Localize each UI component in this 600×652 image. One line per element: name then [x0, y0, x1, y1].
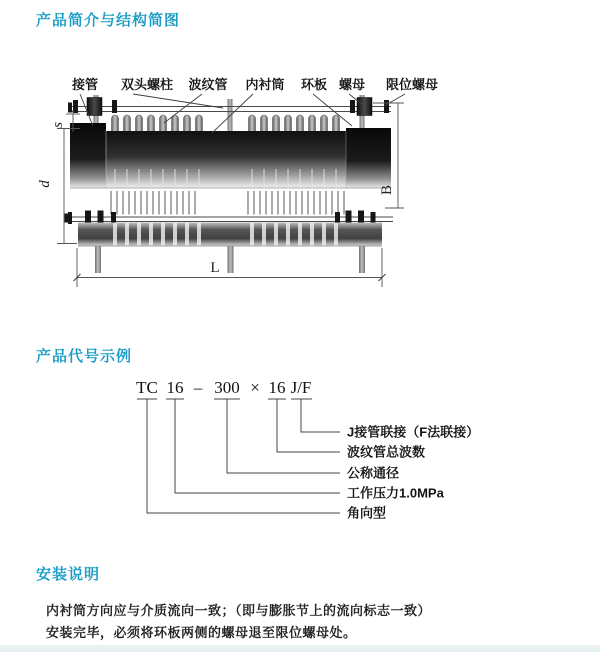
convolution-gap	[250, 223, 254, 246]
convolution-gap	[286, 223, 290, 246]
code-callout-lines	[137, 399, 340, 513]
convolution-gap	[125, 223, 129, 246]
install-section-title: 安装说明	[36, 566, 101, 583]
callout-joint-type: 角向型	[347, 505, 387, 521]
dim-label-l: L	[210, 260, 220, 276]
intro-section-title: 产品简介与结构简图	[36, 12, 181, 29]
code-segment-connection: J/F	[290, 378, 312, 397]
convolution-gap	[185, 223, 189, 246]
code-segment-times: ×	[250, 378, 260, 397]
convolution-gap	[113, 223, 117, 246]
code-segment-waves: 16	[268, 378, 286, 397]
convolution-gap	[262, 223, 266, 246]
product-code-diagram	[0, 368, 600, 553]
convolution-gap	[197, 223, 201, 246]
part-label-ring-plate: 环板	[300, 77, 328, 92]
code-segment-pressure: 16	[166, 378, 184, 397]
convolution-lines	[111, 191, 344, 215]
callout-working-pressure: 工作压力1.0MPa	[347, 485, 444, 501]
dim-label-s: s	[50, 122, 66, 128]
callout-connection-type: J接管联接（F法联接）	[347, 424, 480, 440]
convolution-gap	[322, 223, 326, 246]
code-segment-type: TC	[136, 378, 158, 397]
convolution-gap	[310, 223, 314, 246]
part-label-limit-nut: 限位螺母	[385, 77, 439, 92]
part-label-liner: 内衬筒	[245, 77, 285, 92]
part-label-stud: 双头螺柱	[120, 77, 174, 92]
install-note-line-2: 安装完毕，必须将环板两侧的螺母退至限位螺母处。	[46, 625, 357, 640]
code-section-title: 产品代号示例	[36, 348, 133, 365]
callout-nominal-diameter: 公称通径	[347, 465, 400, 481]
part-label-bellows: 波纹管	[188, 77, 228, 92]
code-segment-diameter: 300	[214, 378, 240, 397]
convolution-gap	[137, 223, 141, 246]
convolution-gap	[173, 223, 177, 246]
dim-label-d: d	[37, 180, 53, 188]
callout-wave-count: 波纹管总波数	[347, 444, 426, 460]
joint-body-upper	[70, 123, 391, 188]
install-note-line-1: 内衬筒方向应与介质流向一致；（即与膨胀节上的流向标志一致）	[46, 603, 432, 618]
part-label-pipe: 接管	[71, 77, 99, 92]
convolution-gap	[149, 223, 153, 246]
convolution-gap	[274, 223, 278, 246]
code-segment-dash: –	[193, 378, 203, 397]
convolution-gap	[161, 223, 165, 246]
convolution-gap	[334, 223, 338, 246]
part-label-nut: 螺母	[338, 77, 366, 92]
footer-strip	[0, 645, 600, 652]
convolution-gap	[298, 223, 302, 246]
dim-label-b: B	[379, 184, 395, 196]
